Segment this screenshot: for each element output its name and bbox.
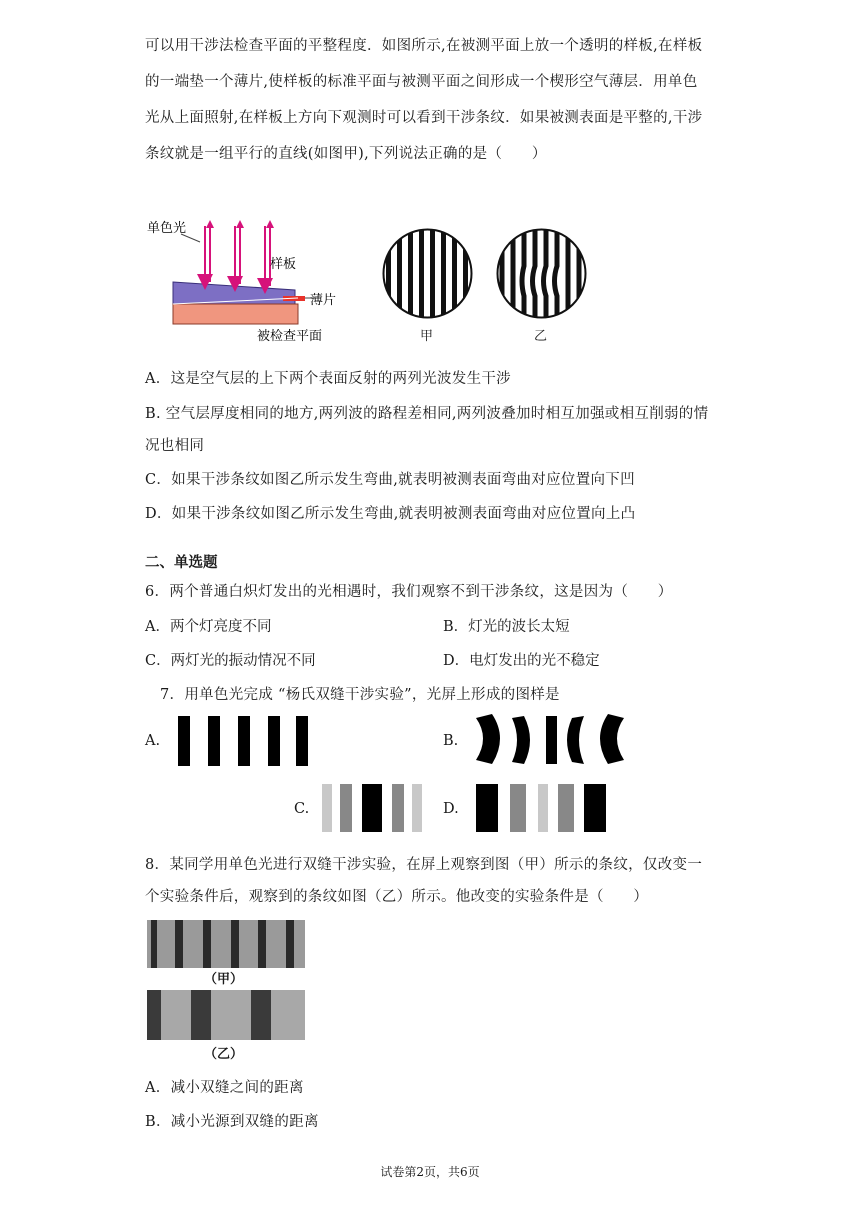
q5-option-c: C．如果干涉条纹如图乙所示发生弯曲,就表明被测表面弯曲对应位置向下凹 <box>145 472 635 488</box>
q6-stem: 6．两个普通白炽灯发出的光相遇时，我们观察不到干涉条纹，这是因为（ ） <box>145 584 673 600</box>
q6-option-a: A．两个灯亮度不同 <box>145 619 272 635</box>
page-footer: 试卷第2页，共6页 <box>380 1165 480 1179</box>
q8-fig-b-label: （乙） <box>204 1047 244 1062</box>
q6-option-b: B．灯光的波长太短 <box>443 619 570 635</box>
q8-fringe-a <box>147 920 305 968</box>
q5-line-3: 光从上面照射,在样板上方向下观测时可以看到干涉条纹．如果被测表面是平整的,干涉 <box>145 110 703 126</box>
q7-option-d-label: D. <box>443 801 459 817</box>
q5-option-d: D．如果干涉条纹如图乙所示发生弯曲,就表明被测表面弯曲对应位置向上凸 <box>145 506 636 522</box>
fig-a-label: 甲 <box>420 329 434 344</box>
surface-label: 被检查平面 <box>257 329 323 344</box>
shim-label: 薄片 <box>310 293 337 308</box>
q7-pattern-b <box>474 712 629 768</box>
q8-option-a: A．减小双缝之间的距离 <box>145 1080 304 1096</box>
q5-option-b-line-1: B. 空气层厚度相同的地方,两列波的路程差相同,两列波叠加时相互加强或相互削弱的情 <box>145 406 709 422</box>
fringe-circle-b <box>494 226 589 321</box>
light-label: 单色光 <box>147 221 187 236</box>
q8-option-b: B．减小光源到双缝的距离 <box>145 1114 319 1130</box>
q7-option-b-label: B. <box>443 733 459 749</box>
section-title: 二、单选题 <box>145 555 218 571</box>
q8-line-2: 个实验条件后，观察到的条纹如图（乙）所示。他改变的实验条件是（ ） <box>145 889 649 905</box>
q5-line-4: 条纹就是一组平行的直线(如图甲),下列说法正确的是（ ） <box>145 146 547 162</box>
q7-option-a-label: A. <box>145 733 161 749</box>
q5-line-2: 的一端垫一个薄片,使样板的标准平面与被测平面之间形成一个楔形空气薄层．用单色 <box>145 74 698 90</box>
wedge-setup-diagram <box>145 212 365 347</box>
plate-label: 样板 <box>270 257 297 272</box>
q8-line-1: 8．某同学用单色光进行双缝干涉实验，在屏上观察到图（甲）所示的条纹，仅改变一 <box>145 857 703 873</box>
q8-fringe-b <box>147 990 305 1040</box>
fringe-circle-a <box>380 226 475 321</box>
q6-option-c: C．两灯光的振动情况不同 <box>145 653 316 669</box>
q7-stem: 7．用单色光完成 “杨氏双缝干涉实验”，光屏上形成的图样是 <box>160 687 560 703</box>
q5-line-1: 可以用干涉法检查平面的平整程度．如图所示,在被测平面上放一个透明的样板,在样板 <box>145 38 703 54</box>
q5-option-a: A．这是空气层的上下两个表面反射的两列光波发生干涉 <box>145 371 511 387</box>
q7-pattern-a <box>178 716 313 766</box>
q8-fig-a-label: （甲） <box>204 972 244 987</box>
q5-option-b-line-2: 况也相同 <box>145 438 205 454</box>
fig-b-label: 乙 <box>534 329 548 344</box>
q7-pattern-c <box>322 784 422 832</box>
q7-option-c-label: C. <box>294 801 310 817</box>
light-arrows <box>205 226 270 286</box>
q7-pattern-d <box>476 784 608 832</box>
q6-option-d: D．电灯发出的光不稳定 <box>443 653 600 669</box>
test-surface <box>173 304 298 324</box>
